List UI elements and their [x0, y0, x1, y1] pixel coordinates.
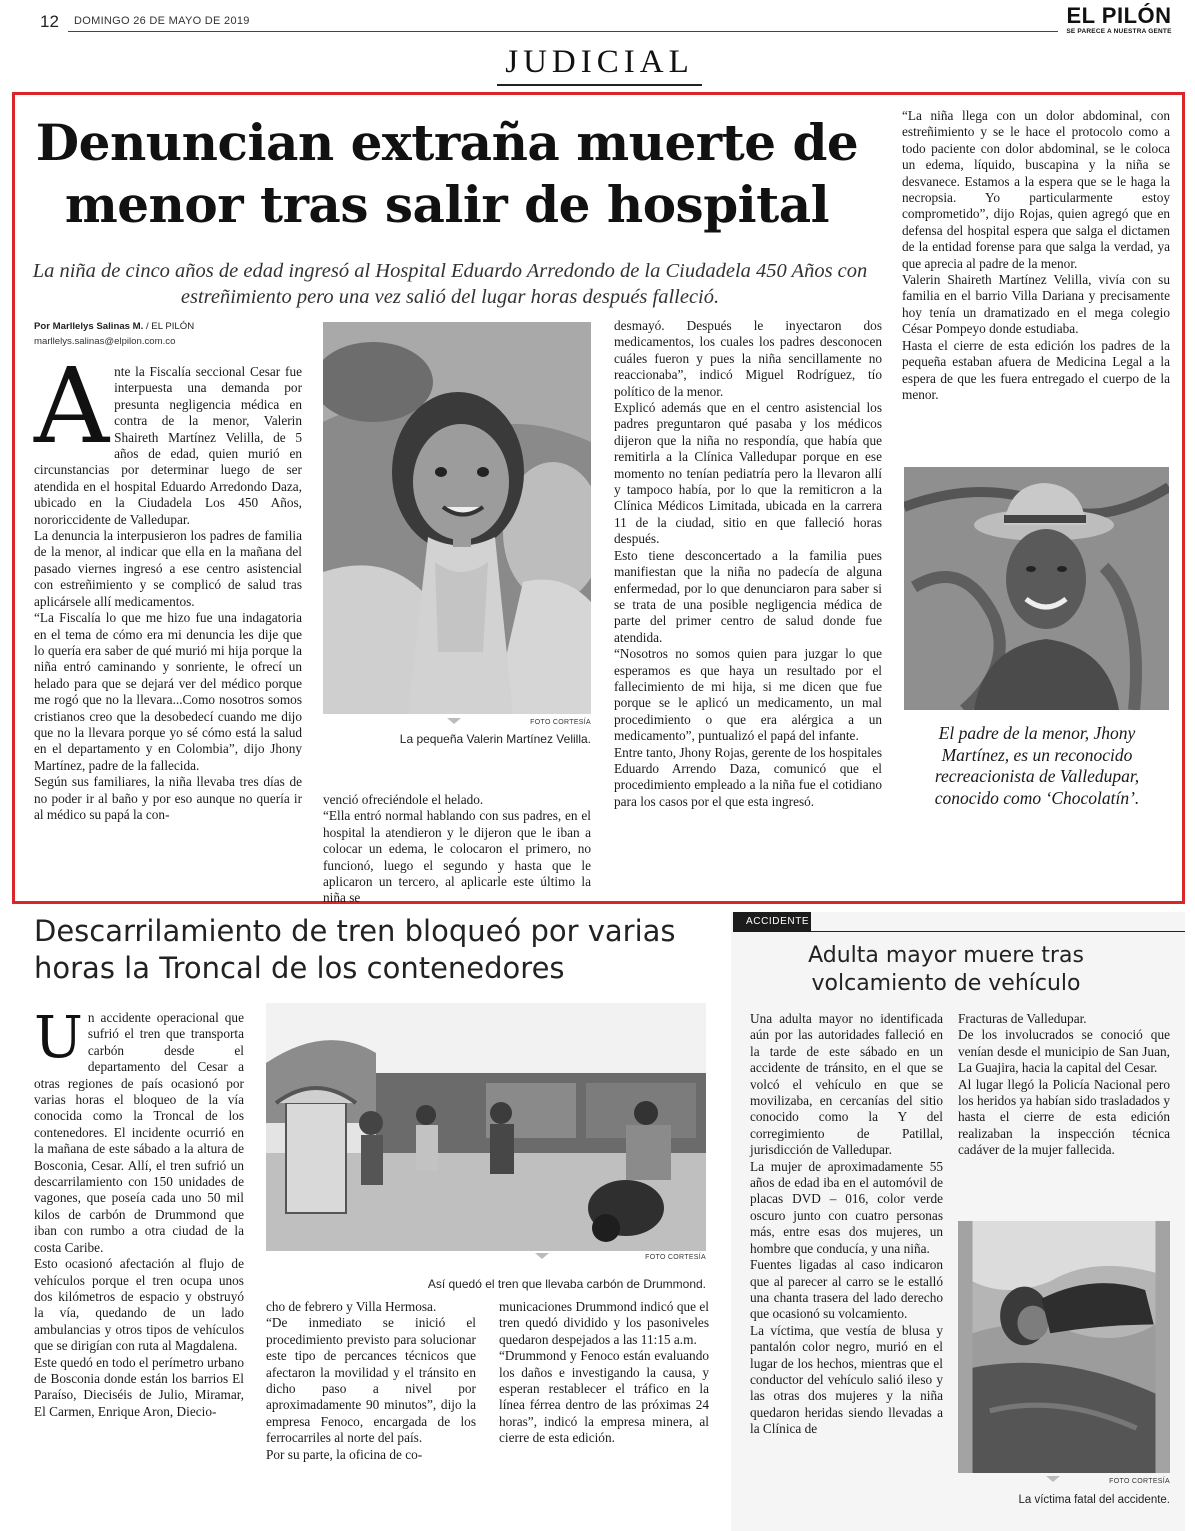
- photo-credit: FOTO CORTESÍA: [645, 1254, 706, 1261]
- paragraph: De los involucrados se conoció que venían desde el municipio de San Juan, La Guajira, hacia la capital del Cesar.: [958, 1027, 1170, 1076]
- photo-train: [266, 1003, 706, 1251]
- story2-column-2: [266, 1299, 476, 1463]
- paragraph: Fracturas de Valledupar.: [958, 1011, 1087, 1026]
- paragraph: Explicó además que en el centro asistencial los padres preguntaron qué pasaba y los médicos dijeron que la niña no respondía, que había que remitirla a la Clínica Valledupar porque en ese momento no tenían pediatría pero la llevaron allí y tampoco había, por lo que la remiticron a la Clínica Médicos Limitada, ubicada en la carrera 11 de la ciudad, sitio en que falleció horas después.: [614, 400, 882, 547]
- issue-date: DOMINGO 26 DE MAYO DE 2019: [74, 15, 250, 27]
- paragraph: La víctima, que vestía de blusa y pantalón color negro, murió en el lugar de los hechos, mientras que el conductor del vehículo salió ileso y las otras dos mujeres y la niña quedaron heridas siendo llevadas a la Clínica de: [750, 1322, 943, 1437]
- story1-column-4: [902, 108, 1170, 403]
- logo-slogan: SE PARECE A NUESTRA GENTE: [1066, 28, 1172, 35]
- paragraph: n accidente operacional que sufrió el tren que transporta carbón desde el departamento del Cesar a otras regiones de país ocasionó por varias horas el bloqueo de la vía conocida como la Troncal de los contenedores. El incidente ocurrió en la mañana de este sábado a la altura de Bosconia, Cesar. Allí, el tren sufrió un descarrilamiento con 150 unidades de vagones, que poseía cada uno 50 mil kilos de carbón de Drummond que iban con rumbo a otra ciudad de la costa Caribe.: [34, 1010, 244, 1255]
- paragraph: Valerin Shaireth Martínez Velilla, vivía con su familia en el barrio Villa Dariana y precisamente hoy tenía un dramatizado en el mega colegio César Pompeyo donde estudiaba.: [902, 272, 1170, 337]
- photo-credit: FOTO CORTESÍA: [1109, 1478, 1170, 1485]
- paragraph: Al lugar llegó la Policía Nacional pero los heridos ya habían sido trasladados y hasta el cierre de esta edición realizaban la inspección técnica cadáver de la mujer fallecida.: [958, 1076, 1170, 1158]
- byline-outlet: / EL PILÓN: [143, 321, 195, 332]
- caption-pointer: [535, 1253, 549, 1259]
- paragraph: Esto tiene desconcertado a la familia pues manifiestan que la niña no padecía de alguna enfermedad, por lo que denunciaron para saber si se trata de una posible negligencia médica de parte del primer centro de salud donde fue atendida.: [614, 547, 882, 645]
- paragraph: cho de febrero y Villa Hermosa.: [266, 1299, 437, 1314]
- photo-train-image: [266, 1003, 706, 1251]
- paragraph: “De inmediato se inició el procedimiento previsto para solucionar este tipo de percances técnicos que afectaron la movilidad y el tránsito en dicho paso a nivel por aproximadamente 90 minutos”, dijo la empresa Fenoco, encargada de los ferrocarriles al norte del país.: [266, 1315, 476, 1446]
- photo-girl: [323, 322, 591, 714]
- paragraph: “Ella entró normal hablando con sus padres, en el hospital la atendieron y le dijeron que le iban a colocar un edema, le colocaron el primero, no funcionó, luego el segundo y hasta que le aplicaron un tercero, al aplicarle este último la niña se: [323, 808, 591, 906]
- story1-deck: La niña de cinco años de edad ingresó al Hospital Eduardo Arredondo de la Ciudadela 450 Años con estreñimiento pero una vez salió del lugar horas después falleció.: [32, 260, 868, 308]
- story2-headline: Descarrilamiento de tren bloqueó por varias horas la Troncal de los contenedores: [34, 914, 676, 985]
- masthead-logo: [1063, 4, 1175, 35]
- paragraph: nte la Fiscalía seccional Cesar fue interpuesta una demanda por presunta negligencia médica en contra de la menor, Valerin Shaireth Martínez Velilla, de 5 años de edad, quien murió en circunstancias por determinar luego de ser atendida en el hospital Eduardo Arredondo Daza, ubicado en la Ciudadela Los 450 Años, nororiccidente de Valledupar.: [34, 364, 302, 527]
- photo-caption: Así quedó el tren que llevaba carbón de Drummond.: [427, 1277, 706, 1291]
- story3-column-1: [750, 1011, 943, 1438]
- story1-headline: Denuncian extraña muerte de menor tras salir de hospital: [35, 113, 859, 234]
- story1-column-2: [323, 792, 591, 907]
- logo-name: EL PILÓN: [1066, 3, 1172, 28]
- paragraph: Entre tanto, Jhony Rojas, gerente de los hospitales Eduardo Arrendo Daza, comunicó que el procedimiento empleado a la niña fue el cotidiano para los casos por el que esta ingresó.: [614, 744, 882, 809]
- header-rule: [68, 31, 1058, 32]
- section-rule: [497, 84, 702, 86]
- paragraph: La denuncia la interpusieron los padres de familia de la menor, al indicar que ella en la mañana del pasado viernes ingresó a ese centro asistencial con estreñimiento y se complicó de salud tras aplicársele allí medicamentos.: [34, 528, 302, 609]
- story2-dropcap: U: [34, 1003, 83, 1071]
- paragraph: Esto ocasionó afectación al flujo de vehículos porque el tren ocupa unos dos kilómetros de espacio y obstruyó la vía, quedando de un lado ambulancias y otros tipos de vehículos que se dirigían con ruta al Magdalena.: [34, 1256, 244, 1354]
- photo-caption: La víctima fatal del accidente.: [1018, 1494, 1170, 1506]
- story3-headline: Adulta mayor muere tras volcamiento de vehículo: [808, 943, 1084, 996]
- story1-column-3: [614, 318, 882, 810]
- paragraph: La mujer de aproximadamente 55 años de edad iba en el automóvil de placas DVD – 016, color verde oscuro junto con cuatro personas más, entre esas dos mujeres, un hombre que conducía, y una niña.: [750, 1158, 943, 1256]
- story3-column-2: [958, 1011, 1170, 1159]
- paragraph: municaciones Drummond indicó que el tren quedó dividido y los pasoniveles quedaron despejados a las 11:15 a.m.: [499, 1299, 709, 1347]
- paragraph: Hasta el cierre de esta edición los padres de la pequeña estaban afuera de Medicina Legal a la espera de que les fuera entregado el cuerpo de la menor.: [902, 337, 1170, 402]
- paragraph: desmayó. Después le inyectaron dos medicamentos, los cuales los padres desconocen cuáles fueron y pues la niña sencillamente no reaccionaba”, indicó Miguel Rodríguez, tío político de la menor.: [614, 318, 882, 399]
- story2-column-3: [499, 1299, 709, 1447]
- photo-father-image: [904, 467, 1169, 710]
- section-title: JUDICIAL: [505, 44, 694, 80]
- page-number: 12: [40, 12, 59, 31]
- caption-pointer: [447, 718, 461, 724]
- photo-father: [904, 467, 1169, 710]
- paragraph: venció ofreciéndole el helado.: [323, 792, 484, 807]
- kicker-rule: [811, 931, 1185, 932]
- photo-father-caption: El padre de la menor, Jhony Martínez, es un reconocido recreacionista de Valledupar, conocido como ‘Chocolatín’.: [934, 723, 1140, 808]
- story1-dropcap: A: [34, 345, 110, 467]
- byline-name: Por Marllelys Salinas M.: [34, 321, 144, 332]
- paragraph: Este quedó en todo el perímetro urbano de Bosconia donde están los barrios El Paraíso, Dieciséis de Julio, Miramar, El Carmen, Enrique Aron, Diecio-: [34, 1354, 244, 1419]
- paragraph: Por su parte, la oficina de co-: [266, 1446, 423, 1462]
- paragraph: Según sus familiares, la niña llevaba tres días de no poder ir al baño y por eso aunque no quería ir al médico su papá la con-: [34, 774, 302, 822]
- photo-victim: [958, 1221, 1170, 1473]
- paragraph: “La niña llega con un dolor abdominal, con estreñimiento y se le hace el protocolo como a todo paciente con dolor abdominal, se le coloca un edema, líquido, buscapina y la niña se desvanece. Estamos a la espera que se le haga la necropsia. Yo particularmente estoy comprometido”, dijo Rojas, quien agregó que en defensa del hospital espera que salga el dictamen de la entidad forense para que salga la verdad, ya que aprecia al padre de la menor.: [902, 108, 1170, 271]
- story1-column-1: [34, 345, 302, 823]
- photo-credit: FOTO CORTESÍA: [530, 719, 591, 726]
- story2-column-1: [34, 1003, 244, 1420]
- story1-email: marllelys.salinas@elpilon.com.co: [34, 336, 176, 347]
- story1-byline: [34, 321, 194, 332]
- photo-caption: La pequeña Valerin Martínez Velilla.: [399, 732, 591, 746]
- paragraph: “Drummond y Fenoco están evaluando los daños e investigando la causa, y esperan restablecer el tráfico en la línea férrea dentro de las próximas 24 horas”, indicó la empresa minera, al cierre de esta edición.: [499, 1348, 709, 1446]
- paragraph: Fuentes ligadas al caso indicaron que al parecer al carro se le estalló una chanta trasera del lado derecho que ocasionó su volcamiento.: [750, 1257, 943, 1322]
- photo-victim-image: [958, 1221, 1170, 1473]
- caption-pointer: [1046, 1476, 1060, 1482]
- paragraph: “La Fiscalía lo que me hizo fue una indagatoria en el tema de cómo era mi denuncia les dije que lo quería era saber de qué murió mi hija porque la niña entró caminando y sonriente, le ofrecí un helado para que se dejará ver del médico porque me rogó que no la llevara...Como nosotros somos cristianos creo que la desobedecí cuando me dijo que no la llevara porque yo sé cómo está la salud en el departamento y en Colombia”, dijo Jhony Martínez, padre de la fallecida.: [34, 610, 302, 773]
- accident-kicker: ACCIDENTE: [733, 912, 811, 932]
- paragraph: Una adulta mayor no identificada aún por las autoridades falleció en la tarde de este sábado en un accidente de tránsito, en el que se volcó el vehículo en que se movilizaba, en cercanías del sitio conocido como la Y del corregimiento de Patillal, jurisdicción de Valledupar.: [750, 1011, 943, 1158]
- photo-girl-image: [323, 322, 591, 714]
- paragraph: “Nosotros no somos quien para juzgar lo que esperamos es que haya un resultado por el fallecimiento de mi hija, si me dicen que fue porque se le aplicó un medicamento, un mal procedimiento o que era alérgica a un medicamento”, puntualizó el papá del infante.: [614, 646, 882, 744]
